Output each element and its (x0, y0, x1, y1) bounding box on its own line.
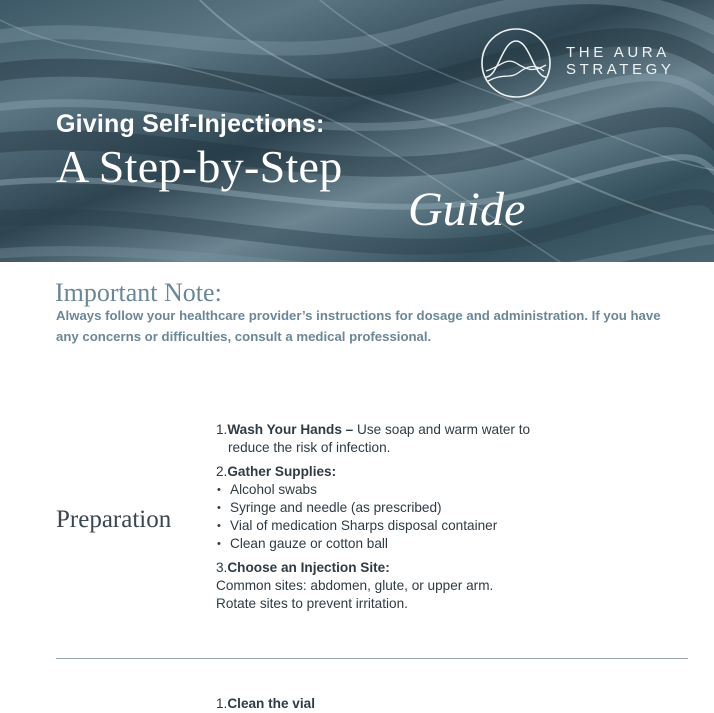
list-item: • Vial of medication Sharps disposal container (216, 517, 636, 535)
step-title: Clean the vial (227, 696, 315, 711)
step-number: 3. (216, 560, 228, 575)
step-line (216, 421, 636, 439)
step-line (216, 463, 636, 481)
step-text-continued: reduce the risk of infection. (228, 440, 391, 455)
step-choose-site (216, 559, 636, 613)
step-number: 1. (216, 696, 228, 711)
list-item: • Clean gauze or cotton ball (216, 535, 636, 553)
step-wash-hands (216, 421, 636, 457)
list-item: • Alcohol swabs (216, 481, 636, 499)
page-title-line1: Giving Self-Injections: (56, 110, 325, 138)
step-clean-vial (216, 696, 315, 711)
step-title: Wash Your Hands – (227, 422, 354, 437)
list-item: • Syringe and needle (as prescribed) (216, 499, 636, 517)
supplies-list (216, 481, 636, 553)
step-line (216, 559, 636, 577)
step-number: 2. (216, 464, 228, 479)
step-text: Common sites: abdomen, glute, or upper arm. (216, 578, 494, 593)
brand-logo (480, 27, 690, 99)
important-note-heading: Important Note: (55, 278, 222, 307)
section-divider (56, 658, 688, 659)
step-gather-supplies (216, 463, 636, 553)
step-text: Use soap and warm water to (353, 422, 531, 437)
step-title: Choose an Injection Site: (227, 560, 390, 575)
page-title-line2: A Step-by-Step (56, 141, 343, 192)
step-title: Gather Supplies: (227, 464, 337, 479)
wave-circle-logo-icon (480, 27, 552, 99)
step-text: Rotate sites to prevent irritation. (216, 596, 408, 611)
preparation-section-label: Preparation (56, 506, 172, 533)
brand-name (566, 44, 675, 78)
important-note-body: Always follow your healthcare provider’s instructions for dosage and administration. If you have any concerns or difficulties, consult a medical professional. (56, 308, 661, 344)
page-title-line3: Guide (408, 183, 526, 236)
brand-name-line1: THE AURA (566, 44, 670, 61)
hero-banner (0, 0, 714, 262)
preparation-steps (216, 421, 636, 619)
brand-name-line2: STRATEGY (566, 61, 675, 78)
step-number: 1. (216, 422, 228, 437)
